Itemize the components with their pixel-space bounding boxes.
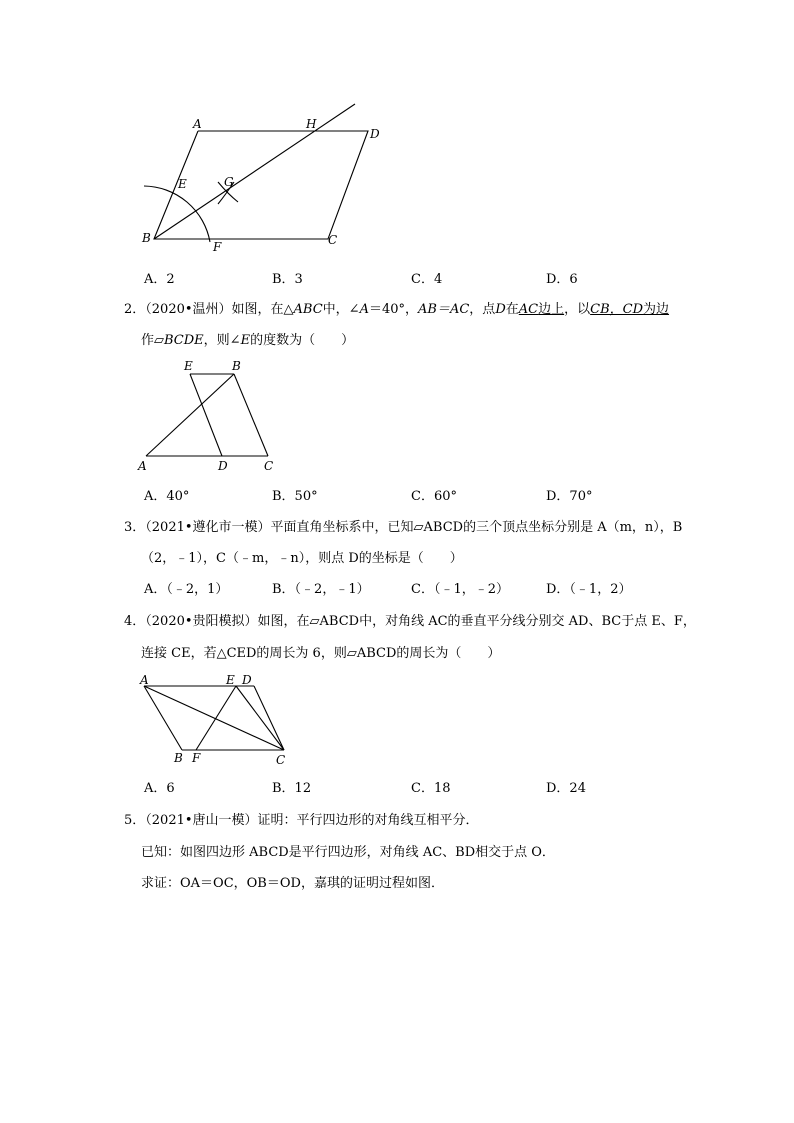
q1-option-d: D．6 [546,272,578,287]
q4-option-c: C．18 [411,781,451,796]
q3-question-line2: （2，﹣1），C（﹣m，﹣n），则点 D的坐标是（ ） [141,551,463,566]
label-d: D [218,459,228,473]
q3-option-d: D．（﹣1，2） [546,582,632,597]
label-c: C [276,753,286,767]
figure-parallelogram-perpendicular-bisector [134,670,294,770]
label-b: B [174,751,183,765]
q3-question-line1: 3．（2021•遵化市一模）平面直角坐标系中，已知▱ABCD的三个顶点坐标分别是 A（m，n），B [124,520,683,535]
label-e: E [178,177,187,191]
label-h: H [306,117,317,131]
q1-option-b: B．3 [272,272,303,287]
label-a: A [193,117,202,131]
q3-option-b: B．（﹣2，﹣1） [272,582,370,597]
q2-question-line1: 2．（2020•温州）如图，在△ABC中，∠A＝40°，AB＝AC，点D在AC边上，以CB，CD为边 [124,302,670,317]
q4-option-d: D．24 [546,781,586,796]
q4-option-a: A．6 [144,781,175,796]
q4-question-line2: 连接 CE，若△CED的周长为 6，则▱ABCD的周长为（ ） [141,646,501,661]
figure-parallelogram-bisector [130,100,390,260]
q3-option-c: C．（﹣1，﹣2） [411,582,509,597]
q2-option-d: D．70° [546,489,593,504]
label-e: E [226,673,235,687]
q1-option-a: A．2 [144,272,175,287]
q5-question-line1: 5．（2021•唐山一模）证明：平行四边形的对角线互相平分． [124,813,479,828]
q2-question-line2: 作▱BCDE，则∠E的度数为（ ） [141,333,355,348]
q4-question-line1: 4．（2020•贵阳模拟）如图，在▱ABCD中，对角线 AC的垂直平分线分别交 AD、BC于点 E、F， [124,614,696,629]
label-a: A [140,673,149,687]
q2-option-a: A．40° [144,489,190,504]
label-b: B [232,359,241,373]
label-d: D [242,673,252,687]
q1-option-c: C．4 [411,272,443,287]
q3-option-a: A．（﹣2，1） [144,582,229,597]
q2-option-c: C．60° [411,489,457,504]
label-g: G [224,175,234,189]
label-e: E [184,359,193,373]
q4-option-b: B．12 [272,781,312,796]
q2-option-b: B．50° [272,489,318,504]
label-f: F [213,240,222,254]
label-b: B [142,231,151,245]
label-d: D [370,127,380,141]
q5-prove-line: 求证：OA＝OC，OB＝OD，嘉琪的证明过程如图． [141,876,444,891]
label-f: F [192,751,201,765]
label-c: C [328,233,338,247]
figure-triangle-parallelogram [134,358,284,478]
bisector-ray [154,104,355,239]
label-a: A [138,459,147,473]
construction-arc [144,186,210,242]
q5-given-line: 已知：如图四边形 ABCD是平行四边形，对角线 AC、BD相交于点 O． [141,845,555,860]
label-c: C [264,459,274,473]
